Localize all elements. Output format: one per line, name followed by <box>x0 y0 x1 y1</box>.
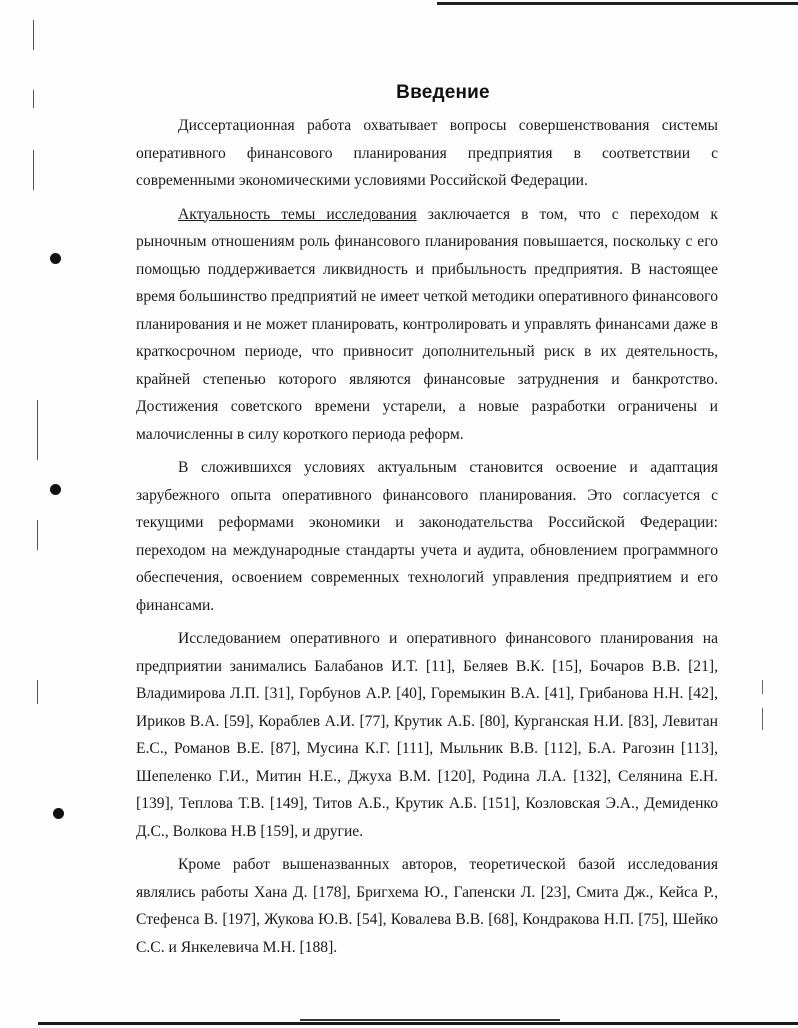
body-text <box>136 112 718 967</box>
paragraph-1 <box>136 112 718 195</box>
punch-hole <box>50 484 61 495</box>
scan-edge-top <box>437 2 798 5</box>
punch-hole <box>50 253 61 264</box>
paragraph-4 <box>136 625 718 845</box>
paragraph-5 <box>136 851 718 961</box>
paragraph-4-text: Исследованием оперативного и оперативного финансового планирования на предприятии занимались Балабанов И.Т. [11], Беляев В.К. [15], Бочаров В.В. [21], Владимирова Л.П. [31], Горбунов А.Р. [40], Горемыкин В.А. [41], Грибанова Н.Н. [42], Ириков В.А. [59], Кораблев А.И. [77], Крутик А.Б. [80], Курганская Н.И. [83], Левитан Е.С., Романов В.Е. [87], Мусина К.Г. [111], Мыльник В.В. [112], Б.А. Рагозин [113], Шепеленко Г.И., Митин Н.Е., Джуха В.М. [120], Родина Л.А. [132], Селянина Е.Н. [139], Теплова Т.В. [149], Титов А.Б., Крутик А.Б. [151], Козловская Э.А., Демиденко Д.С., Волкова Н.В [159], и другие. <box>136 630 718 840</box>
scan-mark-right <box>762 680 763 694</box>
scan-mark-right <box>762 708 763 730</box>
scan-mark-left <box>37 400 38 460</box>
paragraph-2-heading: Актуальность темы исследования <box>178 205 417 223</box>
punch-hole <box>53 808 64 819</box>
scan-mark-left <box>37 520 38 550</box>
page-title: Введение <box>396 82 490 103</box>
paragraph-2 <box>136 201 718 449</box>
paragraph-1-text: Диссертационная работа охватывает вопросы совершенствования системы оперативного финансового планирования предприятия в соответствии с современными экономическими условиями Российской Федерации. <box>136 117 718 189</box>
scan-edge-bottom <box>38 1022 798 1025</box>
scan-mark-left <box>33 150 34 190</box>
scan-edge-bottom-inner <box>300 1019 560 1021</box>
paragraph-3 <box>136 454 718 619</box>
paragraph-2-text: заключается в том, что с переходом к рыночным отношениям роль финансового планирования повышается, поскольку с его помощью поддерживается ликвидность и прибыльность предприятия. В настоящее время большинство предприятий не имеет четкой методики оперативного финансового планирования и не может планировать, контролировать и управлять финансами даже в краткосрочном периоде, что привносит дополнительный риск в их деятельность, крайней степенью которого являются финансовые затруднения и банкротство. Достижения советского времени устарели, а новые разработки ограничены и малочисленны в силу короткого периода реформ. <box>136 205 718 443</box>
scan-mark-left <box>37 680 38 704</box>
paragraph-3-text: В сложившихся условиях актуальным становится освоение и адаптация зарубежного опыта оперативного финансового планирования. Это согласуется с текущими реформами экономики и законодательства Российской Федерации: переходом на международные стандарты учета и аудита, обновлением программного обеспечения, освоением современных технологий управления предприятием и его финансами. <box>136 459 718 614</box>
scan-mark-left <box>33 20 34 50</box>
paragraph-5-text: Кроме работ вышеназванных авторов, теоретической базой исследования являлись работы Хана Д. [178], Бригхема Ю., Гапенски Л. [23], Смита Дж., Кейса Р., Стефенса В. [197], Жукова Ю.В. [54], Ковалева В.В. [68], Кондракова Н.П. [75], Шейко С.С. и Янкелевича М.Н. [188]. <box>136 856 718 956</box>
